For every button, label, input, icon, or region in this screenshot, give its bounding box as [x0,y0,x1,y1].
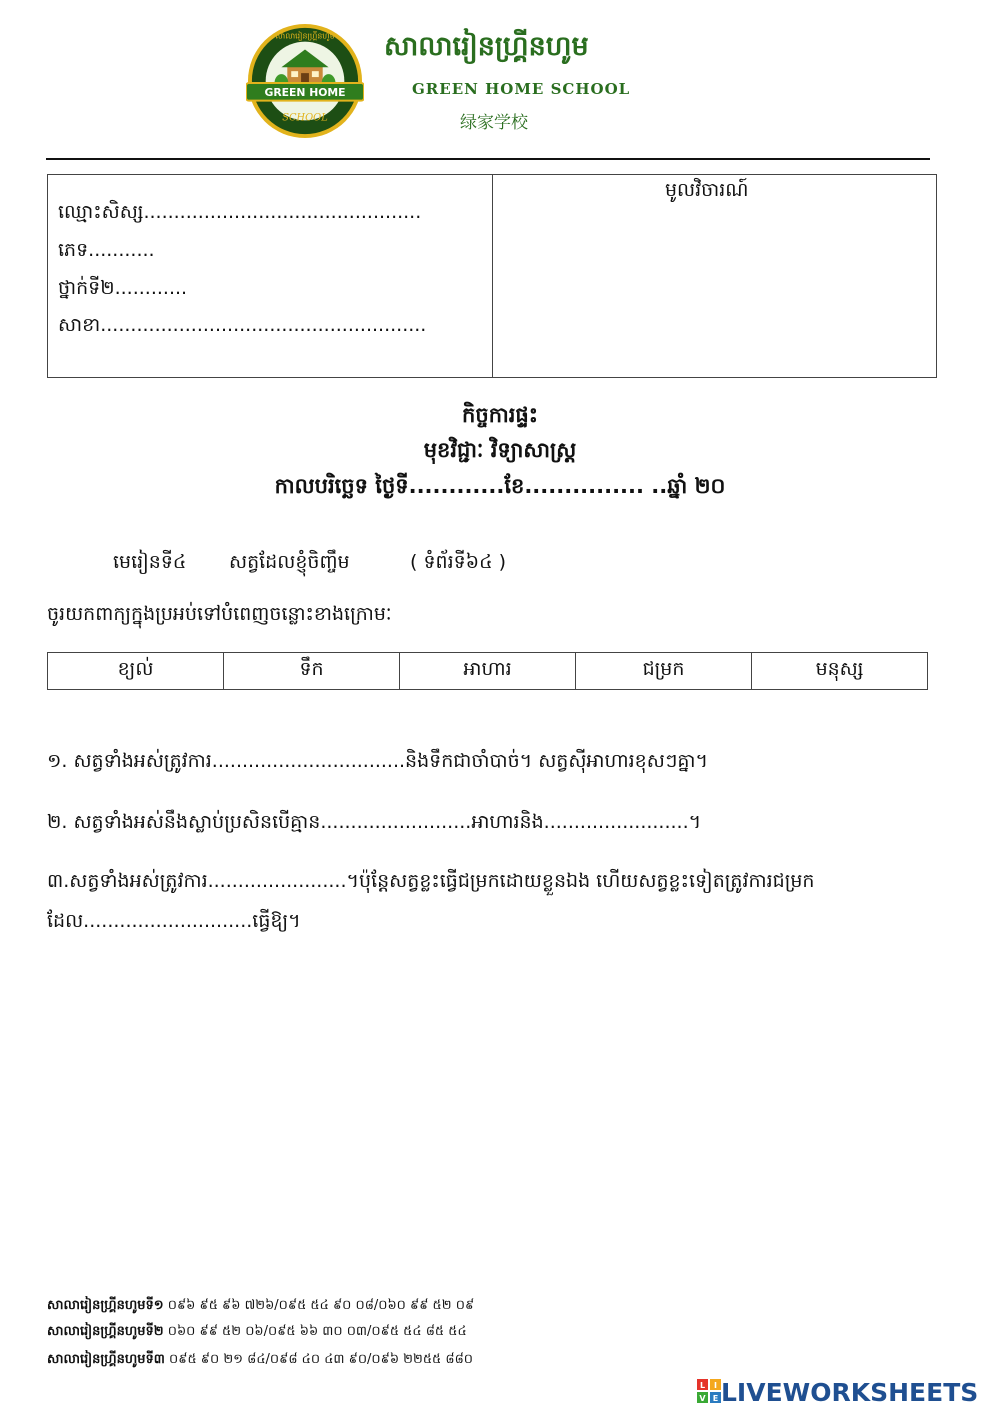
logo-ring-bottom-text: SCHOOL [282,112,328,124]
footer-phones: ០៩៥ ៩០ ២១ ៨៤/០៩៨ ៤០ ៤៣ ៩០/០៩៦ ២២៥៥ ៨៨០ [169,1352,474,1367]
gender-field[interactable]: ភេទ........... [58,239,155,261]
subject-title: មុខវិជ្ជាៈ វិទ្យាសាស្ត្រ [423,438,577,462]
word-bank-item[interactable]: ជម្រក [576,653,752,690]
lesson-number: មេរៀនទី៤ [113,551,187,573]
grade-field[interactable]: ថ្នាក់ទី២............ [58,277,188,299]
footer-branch-3 [47,1351,473,1370]
school-logo [246,22,364,140]
word-bank-item[interactable]: មនុស្ស [752,653,928,690]
footer-branch-1 [47,1297,474,1316]
lesson-title: សត្វដែលខ្ញុំចិញ្ចឹម [229,551,350,573]
word-bank-item[interactable]: អាហារ [400,653,576,690]
word-bank-item[interactable]: ទឹក [224,653,400,690]
liveworksheets-brand: LIVEWORKSHEETS [721,1378,979,1407]
footer-branch-2 [47,1323,467,1342]
lesson-page: ( ទំព័រទី៦៤ ) [410,551,507,573]
logo-letter: L [699,1380,706,1390]
question-1[interactable]: ១. សត្វទាំងអស់ត្រូវការ................................និងទឹកជាចាំបាច់។ សត្វស៊ីអាហារខុសៗគ្នា។ [47,750,708,772]
footer-phones: ០៩៦ ៩៥ ៩៦ ៧២៦/០៩៥ ៥៤ ៩០ ០៨/០៦០ ៩៩ ៥២ ០៩ [167,1298,475,1313]
word-bank-table [47,652,928,690]
section-field[interactable]: សាខា...................................................... [58,314,427,336]
footer-phones: ០៦០ ៩៩ ៥២ ០៦/០៩៥ ៦៦ ៣០ ០៣/០៩៥ ៥៤ ៨៥ ៥៤ [167,1324,467,1339]
student-name-field[interactable]: ឈ្មោះសិស្ស.............................................. [58,201,422,223]
word-bank-item[interactable]: ខ្យល់ [48,653,224,690]
logo-letter: E [712,1393,719,1403]
date-line[interactable]: កាលបរិច្ឆេទ ថ្ងៃទី............ខែ............... ..ឆ្នាំ ២០ [274,474,726,498]
school-name-english: GREEN HOME SCHOOL [412,80,631,98]
school-name-khmer: សាលារៀនហ្គ្រីនហូម [384,31,589,62]
question-3-continued[interactable]: ដែល............................ធ្វើឱ្យ។ [47,910,301,932]
header-divider [46,158,930,160]
logo-ring-top-text: សាលារៀនហ្គ្រីនហូម [275,31,335,41]
logo-letter: I [714,1380,717,1390]
footer-branch-name: សាលារៀនហ្គ្រីនហូមទី២ [47,1324,164,1339]
question-2[interactable]: ២. សត្វទាំងអស់នឹងស្លាប់ប្រសិនបើគ្មាន.........................អាហារនិង........................។ [47,811,702,833]
liveworksheets-logo-icon [697,1379,721,1403]
liveworksheets-watermark[interactable] [697,1378,978,1408]
question-3[interactable]: ៣.សត្វទាំងអស់ត្រូវការ.......................។ប៉ុន្តែសត្វខ្លះធ្វើជម្រកដោយខ្លួនឯង ហើយសត្វខ្លះទៀតត្រូវការជម្រក [47,870,815,892]
logo-banner-text: GREEN HOME [264,86,346,100]
logo-letter: V [699,1393,706,1403]
info-box-divider [492,174,493,378]
homework-title: កិច្ចការផ្ទះ [462,403,538,427]
instruction-text: ចូរយកពាក្យក្នុងប្រអប់ទៅបំពេញចន្លោះខាងក្រោមៈ [47,603,392,625]
footer-branch-name: សាលារៀនហ្គ្រីនហូមទី១ [47,1298,164,1313]
school-name-chinese: 绿家学校 [460,113,528,133]
teacher-comment-label: មូលវិចារណ៍ [665,179,749,201]
footer-branch-name: សាលារៀនហ្គ្រីនហូមទី៣ [47,1352,165,1367]
